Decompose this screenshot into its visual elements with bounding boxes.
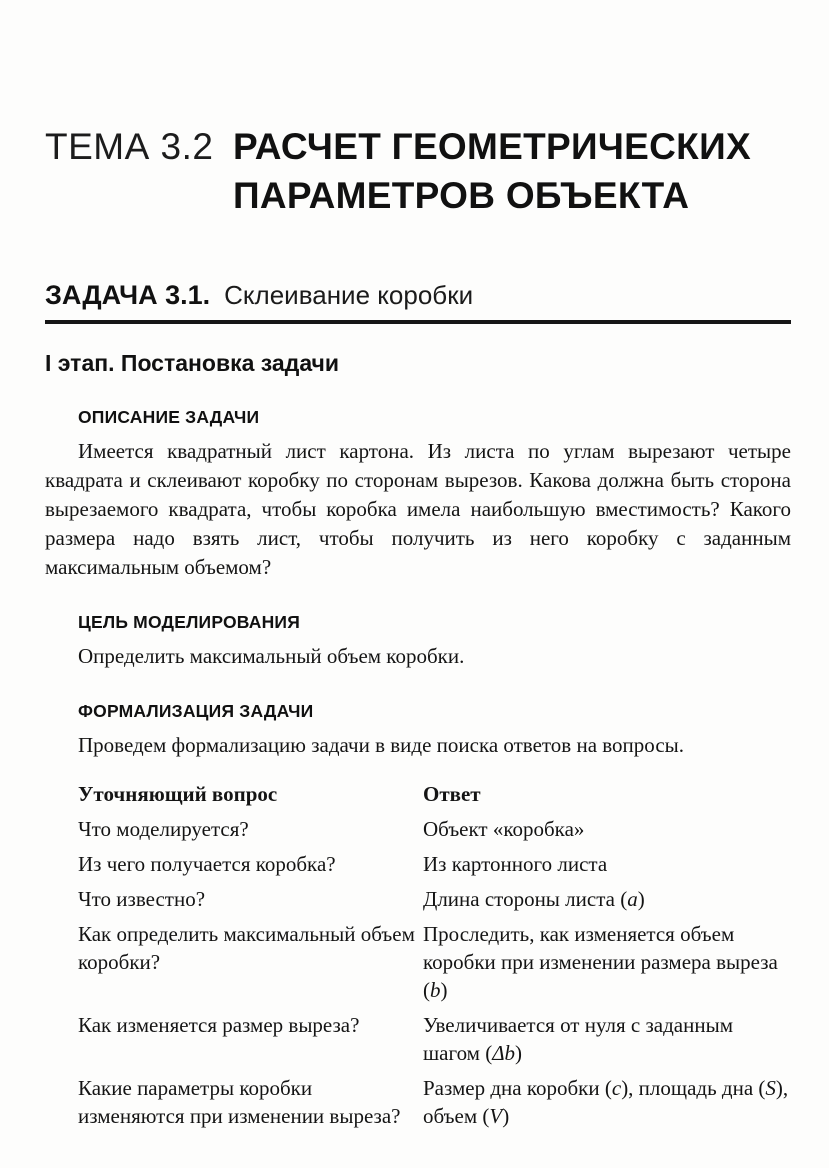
task-title: Склеивание коробки xyxy=(224,280,474,310)
topic-number: ТЕМА 3.2 xyxy=(45,126,214,167)
qa-answer: Увеличивается от нуля с заданным шагом (Δb) xyxy=(423,1013,733,1065)
topic-title-line1: РАСЧЕТ ГЕОМЕТРИЧЕСКИХ xyxy=(233,126,751,167)
topic-title-line2: ПАРАМЕТРОВ ОБЪЕКТА xyxy=(233,175,690,216)
task-number: ЗАДАЧА 3.1. xyxy=(45,280,211,310)
qa-question: Что моделируется? xyxy=(78,817,249,841)
qa-question: Как изменяется размер выреза? xyxy=(78,1013,360,1037)
section-goal xyxy=(45,612,791,671)
section-heading-description: ОПИСАНИЕ ЗАДАЧИ xyxy=(78,407,260,427)
qa-answer: Размер дна коробки (c), площадь дна (S), объем (V) xyxy=(423,1076,789,1128)
task-header xyxy=(45,280,791,324)
formalization-paragraph: Проведем формализацию задачи в виде поиска ответов на вопросы. xyxy=(78,733,684,757)
qa-table xyxy=(78,780,791,1130)
qa-question: Что известно? xyxy=(78,887,206,911)
qa-column-header-answer: Ответ xyxy=(423,782,481,806)
qa-question: Какие параметры коробки изменяются при изменении выреза? xyxy=(78,1076,401,1128)
qa-question: Как определить максимальный объем коробки? xyxy=(78,922,415,974)
qa-column-header-question: Уточняющий вопрос xyxy=(78,782,278,806)
topic-header xyxy=(45,122,791,220)
section-description xyxy=(45,407,791,582)
qa-question: Из чего получается коробка? xyxy=(78,852,336,876)
section-heading-formalization: ФОРМАЛИЗАЦИЯ ЗАДАЧИ xyxy=(78,701,314,721)
section-formalization xyxy=(45,701,791,760)
qa-answer: Объект «коробка» xyxy=(423,817,585,841)
description-paragraph: Имеется квадратный лист картона. Из листа по углам вырезают четыре квадрата и склеивают коробку по сторонам вырезов. Какова должна быть сторона вырезаемого квадрата, чтобы коробка имела наибольшую вместимость? Какого размера надо взять лист, чтобы получить из него коробку с заданным максимальным объемом? xyxy=(45,439,791,579)
section-heading-goal: ЦЕЛЬ МОДЕЛИРОВАНИЯ xyxy=(78,612,300,632)
stage-heading: I этап. Постановка задачи xyxy=(45,350,340,376)
qa-answer: Из картонного листа xyxy=(423,852,608,876)
qa-answer: Проследить, как изменяется объем коробки при изменении размера выреза (b) xyxy=(423,922,778,1002)
topic-title xyxy=(233,122,751,220)
goal-paragraph: Определить максимальный объем коробки. xyxy=(78,644,465,668)
qa-answer: Длина стороны листа (a) xyxy=(423,887,645,911)
